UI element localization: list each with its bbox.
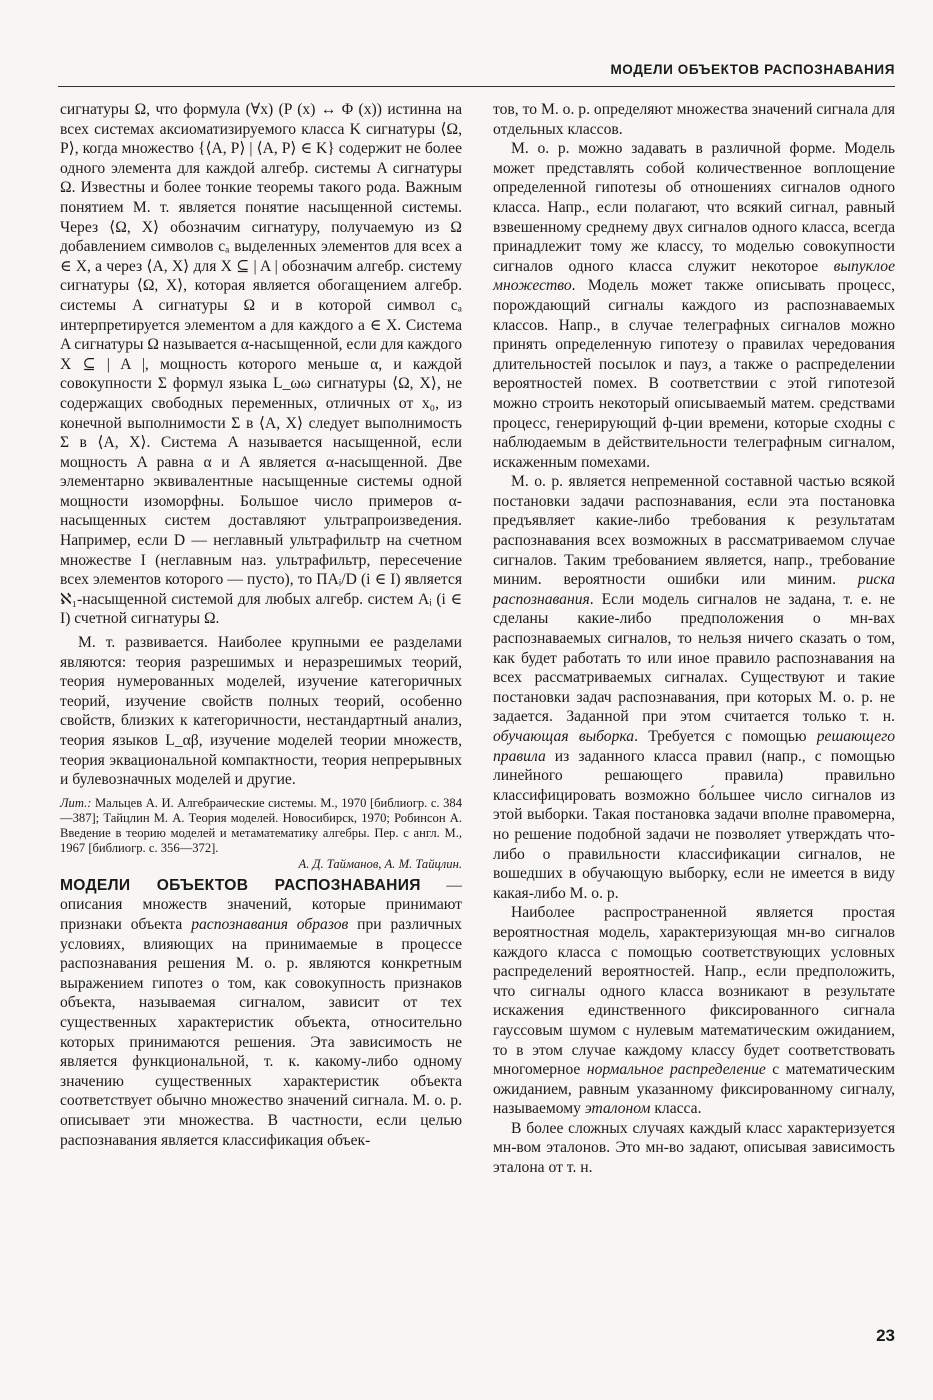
entry-text-b: при различных условиях, влияющих на принимаемые в процессе распознавания решения М. о. р. являются конкретным выражением гипотез о том, как совокупность признаков объекта, называемая сигналом, зависит от тех существенных характеристик объекта, относительно которых принимаются решения. Эта зависимость не является функциональной, т. к. какому-либо одному значению существенных характеристик объекта соответствует обычно множество значений сигнала. М. о. р. описывает эти множества. В частности, если целью распознавания является классификация объек- <box>60 915 462 1149</box>
paragraph-model-forms <box>493 139 895 472</box>
text-segment: М. о. р. является непременной составной частью всякой постановки задачи распознавания, если эта постановка предъявляет какие-либо требования к результатам распознавания всех возможных в рассматриваемом случае сигналов. Таким требованием является, напр., требование миним. вероятности ошибки или миним. <box>493 473 895 589</box>
link-pattern-recognition[interactable]: распознавания образов <box>191 915 349 933</box>
link-standard[interactable]: эталоном <box>584 1100 651 1118</box>
text-segment: Наиболее распространенной является простая вероятностная модель, характеризующая мн-во сигналов каждого класса с помощью соответствующих условных распределений вероятностей. Напр., если предположить, что сигналы одного класса возникают в результате искажения единственного фиксированного сигнала гауссовым шумом с нулевым математическим ожиданием, то в этом случае каждому классу будет соответствовать многомерное <box>493 904 895 1079</box>
text-segment: класса. <box>650 1100 702 1118</box>
entry-text-a: — описания множеств значений, которые принимают признаки объекта <box>60 876 462 933</box>
link-normal-distribution[interactable]: нормальное распределение <box>586 1061 766 1079</box>
bibliography-authors: А. Д. Тайманов, А. М. Тайцлин. <box>298 856 462 871</box>
paragraph-complex-cases: В более сложных случаях каждый класс характеризуется мн-вом эталонов. Это мн-во задают, описывая зависимость эталона от т. н. <box>493 1119 895 1177</box>
text-segment: с математическим ожиданием, равным указанному фиксированному сигналу, называемому <box>493 1061 895 1118</box>
paragraph-saturated-systems: сигнатуры Ω, что формула (∀x) (P (x) ↔ Φ (x)) истинна на всех системах аксиоматизируемого класса K сигнатуры ⟨Ω, P⟩, когда множество {⟨A, P⟩ | ⟨A, P⟩ ∈ K} содержит не более одного элемента для каждой алгебр. системы A сигнатуры Ω. Известны и более тонкие теоремы такого рода. Важным понятием М. т. является понятие насыщенной системы. Через ⟨Ω, X⟩ обозначим сигнатуру, получаемую из Ω добавлением символов cₐ выделенных элементов для всех a ∈ X, а через ⟨A, X⟩ для X ⊆ | A | обозначим алгебр. систему сигнатуры ⟨Ω, X⟩, которая является обогащением алгебр. системы A сигнатуры Ω и в которой символ cₐ интерпретируется элементом a для каждого a ∈ X. Система A сигнатуры Ω называется α-насыщенной, если для каждого X ⊆ | A |, мощность которого меньше α, и каждой совокупности Σ формул языка L_ωω сигнатуры ⟨Ω, X⟩, не содержащих свободных переменных, отличных от x₀, из конечной выполнимости Σ в ⟨A, X⟩ следует выполнимость Σ в ⟨A, X⟩. Система A называется насыщенной, если мощность A равна α и A является α-насыщенной. Две элементарно эквивалентные насыщенные системы одной мощности изоморфны. Большое число примеров α-насыщенных систем доставляют ультрапроизведения. Например, если D — неглавный ультрафильтр на счетном множестве I (неглавным наз. ультрафильтр, пересечение всех элементов которого — пусто), то ΠAᵢ/D (i ∈ I) является ℵ₁-насыщенной системой для любых алгебр. систем Aᵢ (i ∈ I) счетной сигнатуры Ω. <box>60 101 462 628</box>
paragraph-problem-statement <box>493 472 895 903</box>
paragraph-model-theory-branches: М. т. развивается. Наиболее крупными ее разделами являются: теория разрешимых и неразрешимых теорий, теория нумерованных моделей, изучение категоричных теорий, изучение свойств полных теорий, особенно свойств, близких к категоричности, нестандартный анализ, теория языков L_αβ, изучение моделей теории множеств, теория эквациональной компактности, теория непрерывных и булевозначных моделей и другие. <box>60 634 462 789</box>
entry-headword: МОДЕЛИ ОБЪЕКТОВ РАСПОЗНАВАНИЯ <box>60 876 421 894</box>
paragraph-probabilistic-model <box>493 903 895 1119</box>
text-segment: . Модель может также описывать процесс, порождающий сигналы каждого из распознаваемых классов. Напр., в случае телеграфных сигналов можно принять определенную гипотезу о правилах чередования длительностей посылок и пауз, а также о распределении вероятностей помех. В соответствии с этой гипотезой можно строить некоторый описываемый матем. средствами процесс, генерирующий ф-ции времени, которые сходны с наблюдаемым в действительности телеграфным сигналом, искаженным помехами. <box>493 277 895 471</box>
text-segment: . Требуется с помощью <box>634 728 817 745</box>
page-number: 23 <box>876 1326 895 1345</box>
entry-models-of-recognition-objects <box>60 876 462 1150</box>
running-header: МОДЕЛИ ОБЪЕКТОВ РАСПОЗНАВАНИЯ <box>610 62 895 77</box>
bibliography-label: Лит.: <box>60 795 92 810</box>
bibliography-text: Мальцев А. И. Алгебраические системы. М., 1970 [библиогр. с. 384—387]; Тайцлин М. А. Теория моделей. Новосибирск, 1970; Робинсон А. Введение в теорию моделей и метаматематику алгебры. Пер. с англ. М., 1967 [библиогр. с. 356—372]. <box>60 795 462 856</box>
bibliography <box>60 796 462 872</box>
text-segment: из заданного класса правил (напр., с помощью линейного решающего правила) правильно классифицировать возможно бо́льшее число сигналов из этой выборки. Такая постановка задачи вполне правомерна, но решение подобной задачи не позволяет утверждать что-либо о правильности классификации сигналов, не вошедших в обучающую выборку, если не имеется в виду какая-либо М. о. р. <box>493 747 895 902</box>
header-rule <box>58 86 895 87</box>
link-convex-set[interactable]: выпуклое множество <box>493 257 895 295</box>
paragraph-continuation: тов, то М. о. р. определяют множества значений сигнала для отдельных классов. <box>493 101 895 138</box>
left-column <box>60 100 462 1150</box>
link-recognition-risk[interactable]: риска распознавания <box>493 571 895 608</box>
link-training-sample[interactable]: обучающая выборка <box>493 728 635 745</box>
text-segment: . Если модель сигналов не задана, т. е. не сделаны какие-либо предположения о мн-вах распознаваемых сигналов, то нельзя ничего сказать о том, как будет работать то или иное правило распознавания на всех рассматриваемых сигналах. Существуют и такие постановки задач распознавания, при которых М. о. р. не задается. Заданной при этом считается только т. н. <box>493 590 895 726</box>
right-column <box>493 100 895 1178</box>
link-decision-rule[interactable]: решающего правила <box>493 728 895 765</box>
text-segment: М. о. р. можно задавать в различной форме. Модель может представлять собой количественное воплощение определенной гипотезы об отношениях сигналов одного класса. Напр., если полагают, что всякий сигнал, равный взвешенному среднему двух сигналов одного класса, всегда принадлежит тому же классу, то моделью совокупности сигналов одного класса служит некоторое <box>493 140 895 275</box>
